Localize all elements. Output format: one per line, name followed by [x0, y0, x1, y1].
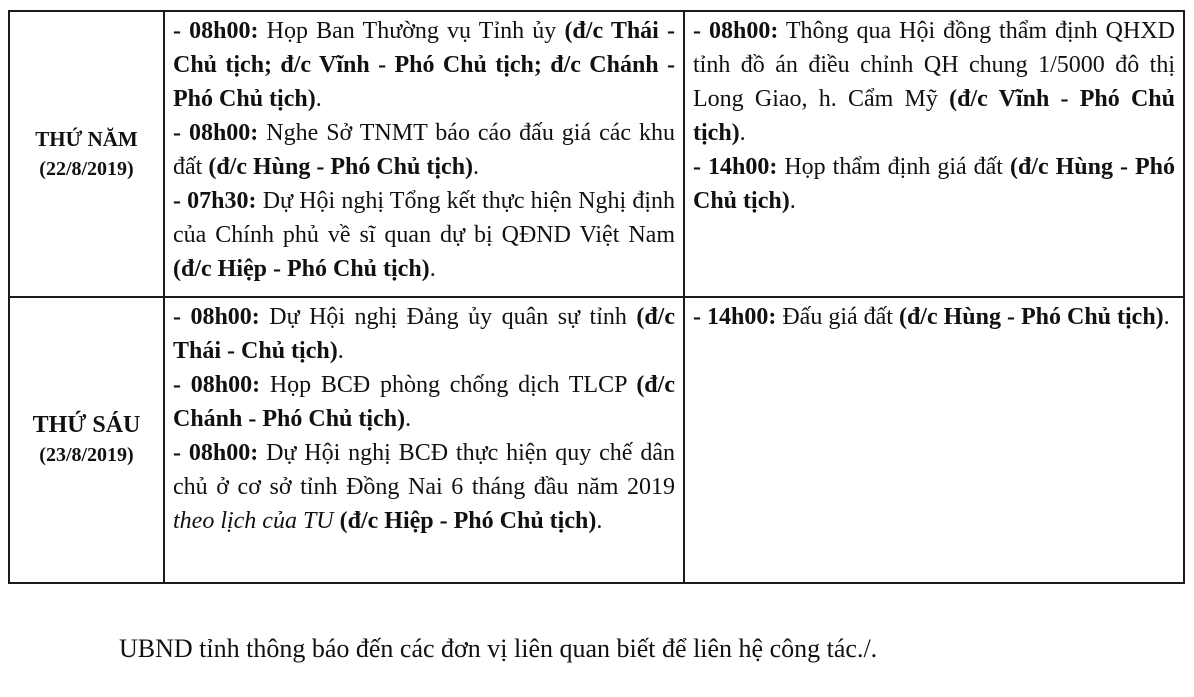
morning-cell — [164, 297, 684, 583]
entry-end: . — [473, 154, 480, 180]
entry-text: Họp thẩm định giá đất — [777, 154, 1010, 180]
entry-time: - 08h00: — [173, 120, 259, 146]
schedule-entry — [173, 14, 675, 116]
schedule-entry — [693, 300, 1175, 334]
schedule-entry — [173, 116, 675, 184]
entry-attendee: (đ/c Thái - Chủ tịch) — [173, 304, 676, 364]
day-date: (22/8/2019) — [39, 158, 134, 180]
morning-cell — [164, 11, 684, 297]
entry-attendee: (đ/c Hiệp - Phó Chủ tịch) — [173, 256, 430, 282]
entry-time: - 14h00: — [693, 304, 777, 330]
entry-time: - 08h00: — [693, 18, 779, 44]
entry-attendee: (đ/c Hùng - Phó Chủ tịch) — [898, 304, 1164, 330]
day-cell — [9, 297, 164, 583]
entry-text: Dự Hội nghị BCĐ thực hiện quy chế dân chủ ở cơ sở tỉnh Đồng Nai 6 tháng đầu năm 2019 — [173, 440, 675, 500]
entry-attendee: (đ/c Hùng - Phó Chủ tịch) — [693, 154, 1175, 214]
schedule-entry — [173, 368, 675, 436]
entry-time: - 08h00: — [173, 18, 259, 44]
entry-attendee: (đ/c Vĩnh - Phó Chủ tịch) — [693, 86, 1176, 146]
entry-text: Thông qua Hội đồng thẩm định QHXD tỉnh đồ án điều chỉnh QH chung 1/5000 đô thị Long Giao, h. Cẩm Mỹ — [693, 18, 1175, 112]
table-row — [9, 297, 1184, 583]
footer-notice: UBND tỉnh thông báo đến các đơn vị liên quan biết để liên hệ công tác./. — [119, 634, 878, 663]
entry-end: . — [739, 120, 746, 146]
entry-text: Họp BCĐ phòng chống dịch TLCP — [260, 372, 637, 398]
entry-end: . — [789, 188, 796, 214]
entry-text: Dự Hội nghị Tổng kết thực hiện Nghị định của Chính phủ về sĩ quan dự bị QĐND Việt Nam — [173, 188, 675, 248]
entry-attendee: (đ/c Chánh - Phó Chủ tịch) — [173, 372, 675, 432]
entry-time: - 08h00: — [173, 304, 260, 330]
schedule-entry — [173, 300, 675, 368]
day-name: THỨ SÁU — [32, 412, 141, 438]
afternoon-cell — [684, 297, 1184, 583]
entry-text: Dự Hội nghị Đảng ủy quân sự tỉnh — [259, 304, 637, 330]
schedule-entry — [693, 150, 1175, 218]
day-cell — [9, 11, 164, 297]
entry-italic-note: theo lịch của TU — [173, 508, 334, 534]
entry-time: - 08h00: — [173, 440, 259, 466]
entry-end: . — [1163, 304, 1170, 330]
entry-time: - 08h00: — [173, 372, 261, 398]
entry-text: Họp Ban Thường vụ Tỉnh ủy — [258, 18, 565, 44]
entry-attendee: (đ/c Thái - Chủ tịch; đ/c Vĩnh - Phó Chủ tịch; đ/c Chánh - Phó Chủ tịch) — [173, 18, 675, 112]
afternoon-cell — [684, 11, 1184, 297]
day-name: THỨ NĂM — [35, 127, 138, 151]
table-row — [9, 11, 1184, 297]
entry-end: . — [405, 406, 412, 432]
entry-time: - 07h30: — [173, 188, 257, 214]
entry-end: . — [315, 86, 322, 112]
entry-time: - 14h00: — [693, 154, 778, 180]
schedule-table — [8, 10, 1185, 584]
entry-attendee: (đ/c Hùng - Phó Chủ tịch) — [208, 154, 474, 180]
schedule-entry — [173, 184, 675, 286]
schedule-entry — [693, 14, 1175, 150]
entry-text: Nghe Sở TNMT báo cáo đấu giá các khu đất — [173, 120, 675, 180]
schedule-entry — [173, 436, 675, 538]
day-date: (23/8/2019) — [39, 444, 134, 466]
entry-text: Đấu giá đất — [776, 304, 899, 330]
entry-end: . — [596, 508, 603, 534]
entry-attendee: (đ/c Hiệp - Phó Chủ tịch) — [339, 508, 597, 534]
entry-end: . — [429, 256, 436, 282]
entry-end: . — [337, 338, 344, 364]
